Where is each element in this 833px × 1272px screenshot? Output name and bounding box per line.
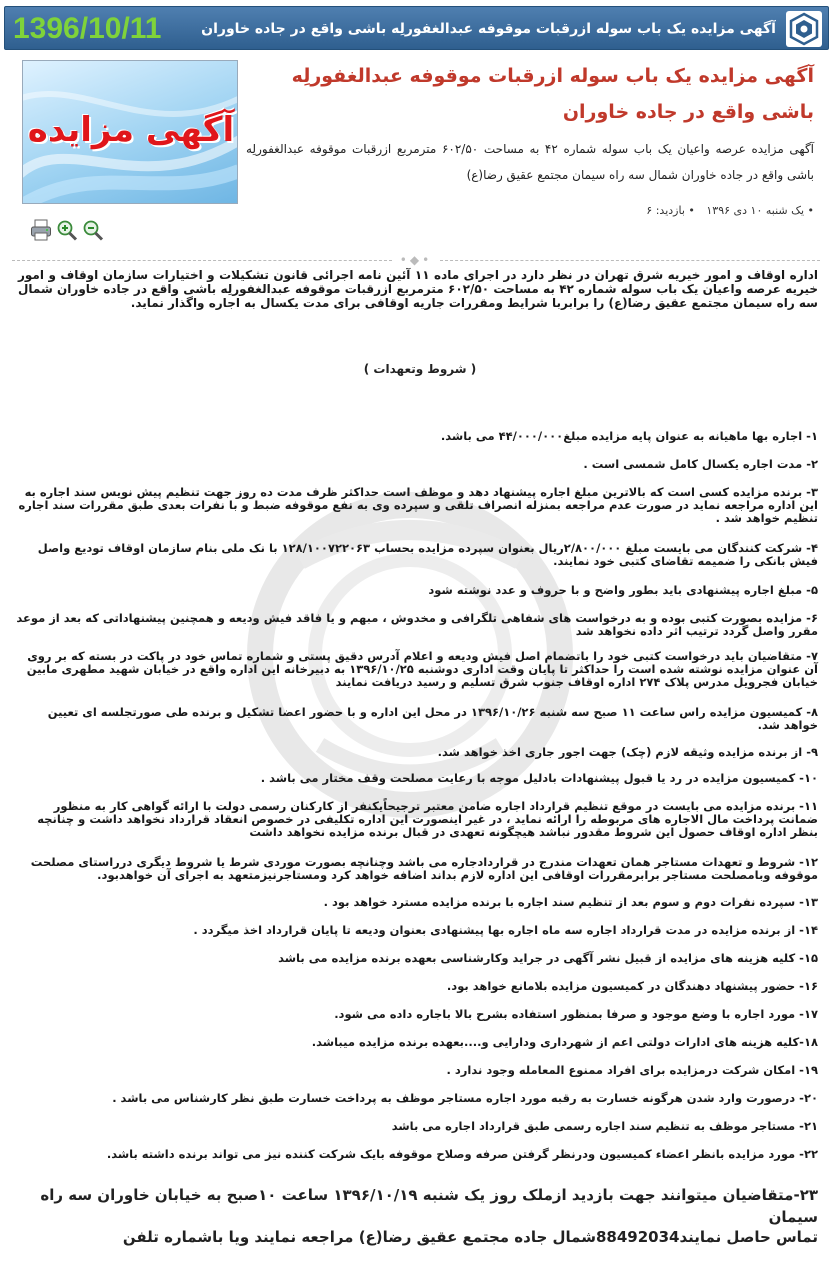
article-summary: آگهی مزایده عرصه واعیان یک باب سوله شماره ۴۲ به مساحت ۶۰۲/۵۰ مترمربع ازرقبات موقوفه عبدالغفورلِه باشی واقع در جاده خاوران شمال سه راه سیمان مجتمع عقیق رضا(ع): [246, 142, 814, 182]
header-title[interactable]: آگهی مزایده یک باب سوله ازرقبات موقوفه عبدالغفورلِه باشی واقع در جاده خاوران: [201, 21, 776, 37]
condition-item: ۱۶- حضور پیشنهاد دهندگان در کمیسیون مزایده بلامانع خواهد بود.: [446, 979, 818, 993]
intro-paragraph: اداره اوقاف و امور خیریه شرق تهران در نظر دارد در اجرای ماده ۱۱ آئین نامه اجرائی قانون تشکیلات و اختیارات سازمان اوقاف و امور خیریه عرصه واعیان یک باب سوله شماره ۴۲ به مساحت ۶۰۲/۵۰ مترمربع ازرقبات موقوفه عبدالغفورلِه باشی واقع در جاده خاوران شمال سه راه سیمان مجتمع عقیق رضا(ع) را برابربا شرایط ومقررات جاریه اوقافی برای مدت یکسال به اجاره واگذار نماید.: [18, 268, 818, 310]
condition-item: ۱۰- کمیسیون مزایده در رد یا قبول پیشنهادات بادلیل موجه با رعایت مصلحت وقف مختار می باشد .: [260, 771, 818, 785]
zoom-out-icon[interactable]: [82, 218, 104, 242]
condition-item: ۲۱- مستاجر موظف به تنظیم سند اجاره رسمی طبق قرارداد اجاره می باشد: [391, 1119, 818, 1133]
condition-item: ۱- اجاره بها ماهیانه به عنوان پایه مزایده مبلغ۴۴/۰۰۰/۰۰۰ می باشد.: [440, 429, 818, 443]
section-divider: [12, 255, 820, 267]
condition-item: ۱۴- از برنده مزایده در مدت قرارداد اجاره سه ماه اجاره بها پیشنهادی بعنوان ودیعه تا پایان قرارداد اخذ میگردد .: [193, 923, 818, 937]
article-meta: [414, 200, 814, 222]
condition-item: ۳- برنده مزایده کسی است که بالاترین مبلغ اجاره پیشنهاد دهد و موظف است حداکثر ظرف مدت ده روز جهت تنظیم پیش نویس سند اجاره به این اداره مراجعه نماید در صورت عدم مراجعه بمنزله انصراف تلقی و سپرده وی به نفع موقوفه ضبط و با نفرات بعدی طبق مقررات سند اجاره تنظیم خواهد شد .: [18, 485, 818, 525]
condition-item: ۷- متقاضیان باید درخواست کتبی خود را باتضمام اصل فیش ودیعه و اعلام آدرس دقیق پستی و شماره تماس خود در پاکت در بسته که بر روی آن عنوان مزایده نوشته شده است را حداکثر تا پایان وقت اداری دوشنبه ۱۳۹۶/۱۰/۲۵ به دبیرخانه این اداره واقع در خیابان شهید مطهری مابین خیابان فجرویل مدرس پلاک ۲۷۴ اداره اوقاف جنوب شرق تسلیم و رسید دریافت نمایند: [26, 649, 818, 689]
article-date: • یک شنبه ۱۰ دی ۱۳۹۶: [706, 204, 814, 217]
condition-item: ۸- کمیسیون مزایده راس ساعت ۱۱ صبح سه شنبه ۱۳۹۶/۱۰/۲۶ در محل این اداره و با حضور اعضا تشکیل و برنده طی صورتجلسه ای تعیین خواهد شد.: [47, 705, 818, 732]
condition-item: ۱۱- برنده مزایده می بایست در موقع تنظیم قرارداد اجاره ضامن معتبر ترجیحاًیکنفر از کارکنان رسمی دولت با ارائه گواهی کار به منظور ضمانت پرداخت مال الاجاره های مربوطه را ارائه نماید ، در غیر اینصورت این اداره تکلیفی در خصوص انعقاد قرارداد نخواهد داشت و چنانچه بنظر اداره اوقاف حصول این شروط مقدور نباشد هیچگونه تعهدی در قبال برنده مزایده نخواهد داشت: [37, 799, 818, 839]
condition-item: ۲۲- مورد مزایده بانظر اعضاء کمیسیون ودرنظر گرفتن صرفه وصلاح موقوفه بایک شرکت کننده نیز می تواند برنده داشته باشد.: [106, 1147, 818, 1161]
condition-item: ۶- مزایده بصورت کتبی بوده و به درخواست های شفاهی تلگرافی و مخدوش ، مبهم و یا فاقد فیش ودیعه و همچنین پیشنهاداتی که بعد از موعد مقرر واصل گردد ترتیب اثر داده نخواهد شد: [16, 611, 818, 638]
zoom-in-icon[interactable]: [56, 218, 78, 242]
condition-item: ۱۲- شروط و تعهدات مستاجر همان تعهدات مندرج در قراردادجاره می باشد وچنانچه بصورت موردی شرط یا شروط دیگری درراستای مصلحت موقوفه وبامصلحت مستاجر برابرمقررات اوقافی این اداره لازم بداند اضافه خواهد کرد ومستاجرنیزمتعهد به اجرای آن خواهدبود.: [30, 855, 818, 882]
lead-image-banner: آگهی مزایده: [27, 110, 235, 150]
condition-item: ۴- شرکت کنندگان می بایست مبلغ ۲/۸۰۰/۰۰۰ریال بعنوان سپرده مزایده بحساب ۱۲۸/۱۰۰۷۲۲۰۶۳ با نک ملی بنام سازمان اوقاف توديع واصل فیش بانکی را ضمیمه تقاضای کتبی خود نمایند.: [37, 541, 818, 568]
header-bar: [4, 6, 829, 50]
article-tools: [30, 218, 110, 244]
lead-image: [22, 60, 238, 204]
contact-info-line: تماس حاصل نمایند88492034شمال جاده مجتمع عقیق رضا(ع) مراجعه نمایند ویا باشماره تلفن: [122, 1228, 818, 1246]
site-logo-icon: [786, 11, 822, 47]
condition-item: ۱۸-کلیه هزینه های ادارات دولتی اعم از شهرداری ودارایی و....بعهده برنده مزایده میباشد.: [311, 1035, 818, 1049]
printer-icon[interactable]: [30, 218, 52, 242]
condition-item: ۵- مبلغ اجاره پیشنهادی باید بطور واضح و با حروف و عدد نوشته شود: [428, 583, 818, 597]
article-views: • بازدید: ۶: [646, 204, 695, 217]
header-date: 1396/10/11: [13, 12, 162, 45]
conditions-heading: ( شروط وتعهدات ): [363, 362, 477, 376]
condition-item: ۲۰- درصورت وارد شدن هرگونه خسارت به رقبه مورد اجاره مستاجر موظف به پرداخت خسارت طبق نظر کارشناس می باشد .: [112, 1091, 818, 1105]
visit-info-line: ۲۳-متقاضیان میتوانند جهت بازدید ازملک روز یک شنبه ۱۳۹۶/۱۰/۱۹ ساعت ۱۰صبح به خیابان خاوران سه راه سیمان: [40, 1186, 818, 1226]
condition-item: ۱۹- امکان شرکت درمزایده برای افراد ممنوع المعامله وجود ندارد .: [446, 1063, 818, 1077]
condition-item: ۱۵- کلیه هزینه های مزایده از قبیل نشر آگهی در جراید وکارشناسی بعهده برنده مزایده می باشد: [278, 951, 818, 965]
condition-item: ۲- مدت اجاره یکسال کامل شمسی است .: [583, 457, 818, 471]
condition-item: ۱۳- سپرده نفرات دوم و سوم بعد از تنظیم سند اجاره با برنده مزایده مسترد خواهد بود .: [323, 895, 818, 909]
condition-item: ۱۷- مورد اجاره با وضع موجود و صرفا بمنظور استفاده بشرح بالا باجاره داده می شود.: [334, 1007, 818, 1021]
divider-ornament-icon: •◆•: [399, 253, 433, 267]
condition-item: ۹- از برنده مزایده وثیقه لازم (چک) جهت اجور جاری اخذ خواهد شد.: [437, 745, 818, 759]
article-title: آگهی مزایده یک باب سوله ازرقبات موقوفه عبدالغفورلِه باشی واقع در جاده خاوران: [291, 65, 814, 123]
